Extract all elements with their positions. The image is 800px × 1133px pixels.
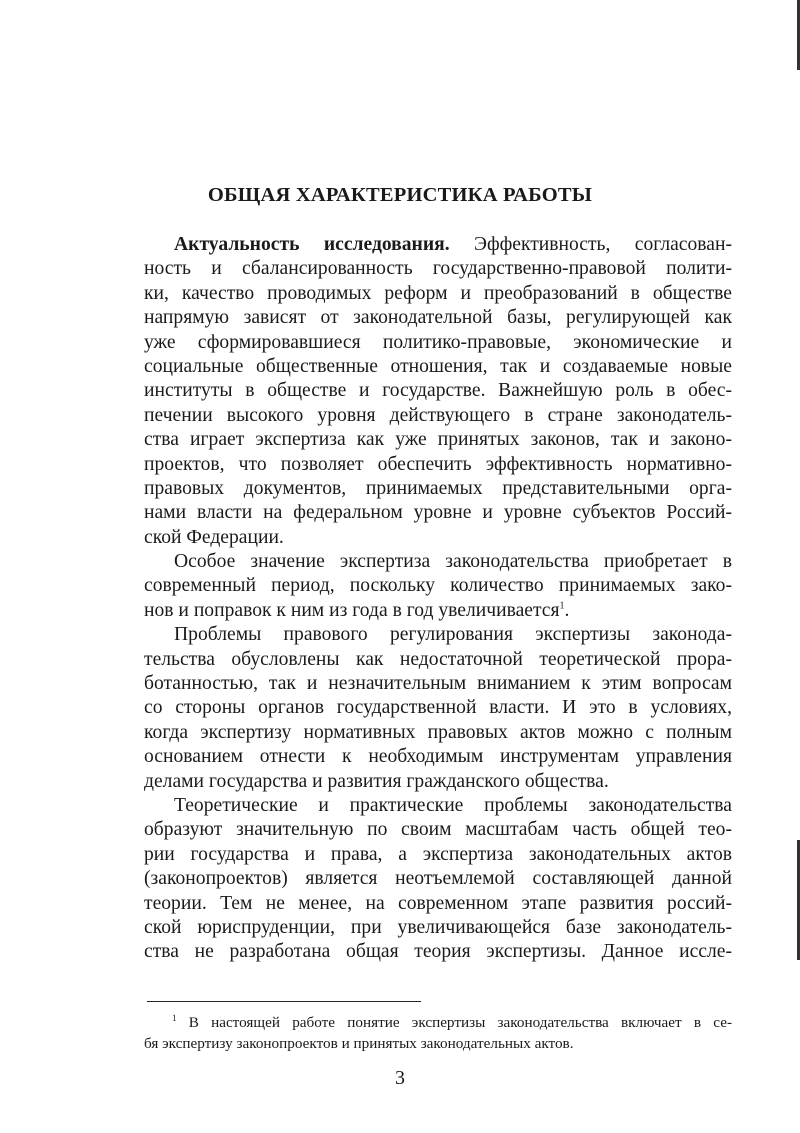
page-number: 3 xyxy=(395,1067,405,1089)
paragraph-lead: Актуальность исследования. xyxy=(174,234,450,255)
text-line: ства не разработана общая теория экспертизы. Данное иссле- xyxy=(144,941,732,963)
text-line: ской юриспруденции, при увеличивающейся базе законодатель- xyxy=(144,916,732,938)
text-line: печении высокого уровня действующего в стране законодатель- xyxy=(144,404,732,426)
text-line: (законопроектов) является неотъемлемой составляющей данной xyxy=(144,868,732,890)
footnote-divider xyxy=(147,1001,421,1002)
text-line: рии государства и права, а экспертиза законодательных актов xyxy=(144,843,732,865)
text-line: институты в обществе и государстве. Важнейшую роль в обес- xyxy=(144,380,732,402)
text-line: теории. Тем не менее, на современном этапе развития россий- xyxy=(144,892,732,914)
footnote-marker: 1 xyxy=(172,1012,177,1023)
text-line: напрямую зависят от законодательной базы, регулирующей как xyxy=(144,307,732,329)
text-line: со стороны органов государственной власти. И это в условиях, xyxy=(144,697,732,719)
text-line: нов и поправок к ним из года в год увеличивается$^1$. xyxy=(144,599,570,621)
text-line: основанием отнести к необходимым инструментам управления xyxy=(144,746,732,768)
text-line: ботанностью, так и незначительным вниманием к этим вопросам xyxy=(144,673,732,695)
text-line: Актуальность исследования. Эффективность, согласован- xyxy=(174,234,732,255)
text-line: социальные общественные отношения, так и создаваемые новые xyxy=(144,355,732,377)
footnote-line: $^1$ В настоящей работе понятие экспертизы законодательства включает в се- xyxy=(172,1012,732,1031)
text-line: ства играет экспертиза как уже принятых законов, так и законо- xyxy=(144,429,732,451)
text-line: ность и сбалансированность государственно-правовой полити- xyxy=(144,258,732,280)
text-line: когда экспертизу нормативных правовых актов можно с полным xyxy=(144,721,732,743)
footnote xyxy=(144,1012,732,1054)
text-line: уже сформировавшиеся политико-правовые, экономические и xyxy=(144,331,732,353)
text-line: нами власти на федеральном уровне и уровне субъектов Россий- xyxy=(144,502,732,524)
text-line: Особое значение экспертиза законодательства приобретает в xyxy=(174,551,732,573)
text-line: тельства обусловлены как недостаточной теоретической прора- xyxy=(144,648,732,670)
text-line: ской Федерации. xyxy=(144,526,284,548)
text-line: правовых документов, принимаемых представительными орга- xyxy=(144,477,732,499)
text-line: ки, качество проводимых реформ и преобразований в обществе xyxy=(144,282,732,304)
text-line: образуют значительную по своим масштабам часть общей тео- xyxy=(144,819,732,841)
text-line: современный период, поскольку количество принимаемых зако- xyxy=(144,575,732,597)
text-line: проектов, что позволяет обеспечить эффективность нормативно- xyxy=(144,453,732,475)
text-line: делами государства и развития гражданского общества. xyxy=(144,770,609,792)
footnote-reference[interactable]: 1 xyxy=(559,600,565,612)
text-line: Проблемы правового регулирования экспертизы законода- xyxy=(174,624,732,646)
footnote-line: бя экспертизу законопроектов и принятых законодательных актов. xyxy=(144,1035,574,1052)
text-line: Теоретические и практические проблемы законодательства xyxy=(174,794,732,816)
page-title: ОБЩАЯ ХАРАКТЕРИСТИКА РАБОТЫ xyxy=(207,184,593,206)
main-text xyxy=(144,233,732,965)
